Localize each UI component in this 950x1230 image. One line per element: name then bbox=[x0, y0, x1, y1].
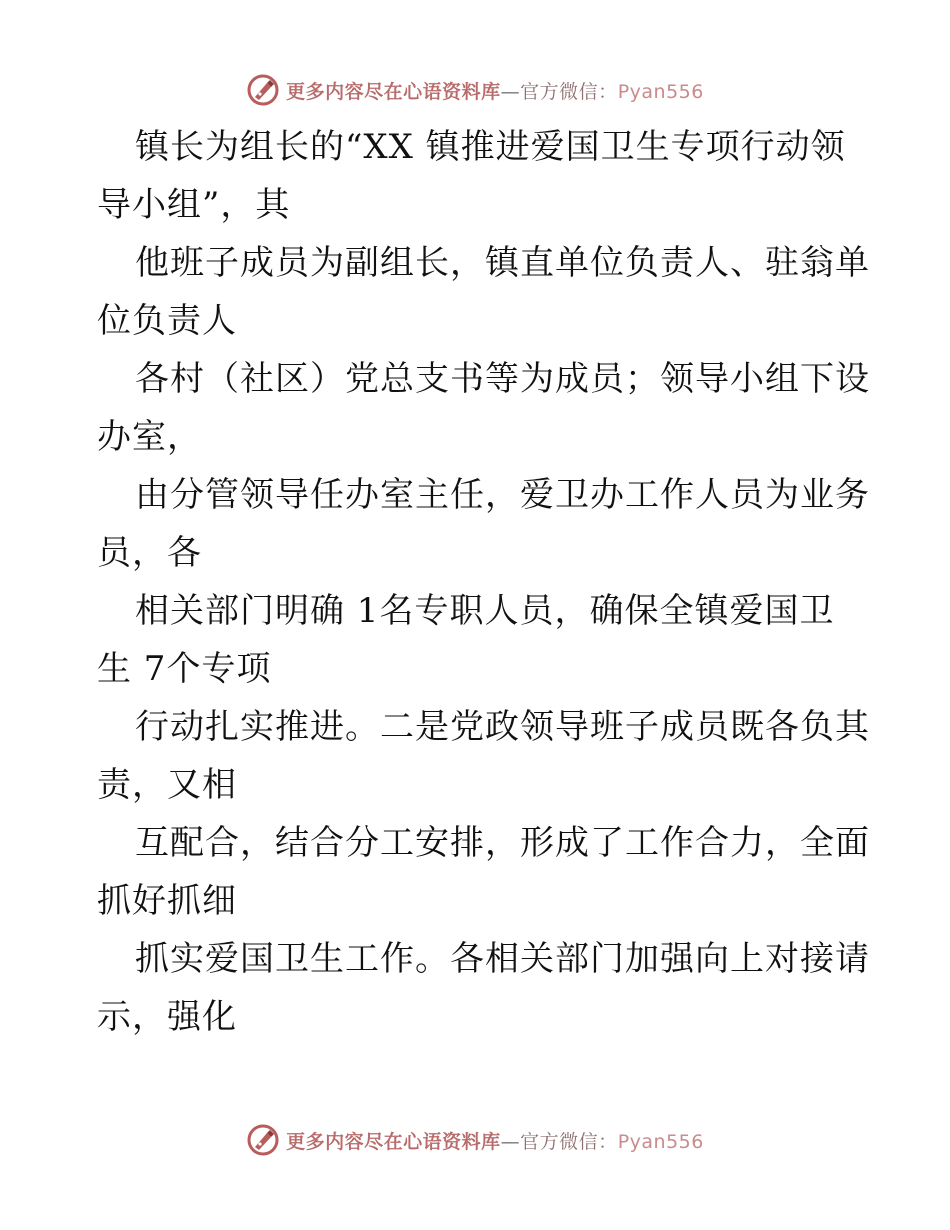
body-line: 互配合，结合分工安排，形成了工作合力，全面 bbox=[135, 823, 870, 863]
body-line: 抓实爱国卫生工作。各相关部门加强向上对接请 bbox=[135, 939, 870, 979]
body-line: 责，又相 bbox=[97, 765, 237, 805]
footer-brand-text: 更多内容尽在心语资料库 bbox=[286, 1130, 501, 1153]
body-line: 生 7个专项 bbox=[97, 649, 272, 689]
header-banner bbox=[0, 70, 950, 110]
body-line: 导小组”，其 bbox=[97, 185, 291, 225]
header-dash: — bbox=[500, 80, 521, 103]
footer-banner-inner bbox=[246, 1123, 704, 1157]
footer-banner bbox=[0, 1120, 950, 1160]
pen-nib-logo-icon bbox=[246, 73, 280, 107]
footer-dash: — bbox=[500, 1130, 521, 1153]
body-line: 相关部门明确 1名专职人员，确保全镇爱国卫 bbox=[135, 591, 835, 631]
body-line: 由分管领导任办室主任，爱卫办工作人员为业务 bbox=[135, 475, 870, 515]
header-banner-text bbox=[286, 77, 704, 104]
footer-banner-text bbox=[286, 1127, 704, 1154]
footer-wechat-id: Pyan556 bbox=[617, 1130, 704, 1153]
body-line: 行动扎实推进。二是党政领导班子成员既各负其 bbox=[135, 707, 870, 747]
body-line: 抓好抓细 bbox=[97, 881, 237, 921]
header-wechat-label: 官方微信： bbox=[520, 80, 618, 103]
body-line: 示，强化 bbox=[97, 997, 237, 1037]
body-line: 员，各 bbox=[97, 533, 202, 573]
header-brand-text: 更多内容尽在心语资料库 bbox=[286, 80, 501, 103]
body-line: 办室， bbox=[97, 417, 202, 457]
header-wechat-id: Pyan556 bbox=[617, 80, 704, 103]
header-banner-inner bbox=[246, 73, 704, 107]
footer-wechat-label: 官方微信： bbox=[520, 1130, 618, 1153]
body-line: 他班子成员为副组长，镇直单位负责人、驻翁单 bbox=[135, 243, 870, 283]
body-line: 镇长为组长的“XX 镇推进爱国卫生专项行动领 bbox=[135, 127, 846, 167]
pen-nib-logo-icon bbox=[246, 1123, 280, 1157]
body-line: 各村（社区）党总支书等为成员；领导小组下设 bbox=[135, 359, 870, 399]
document-body bbox=[97, 118, 870, 1046]
body-line: 位负责人 bbox=[97, 301, 237, 341]
